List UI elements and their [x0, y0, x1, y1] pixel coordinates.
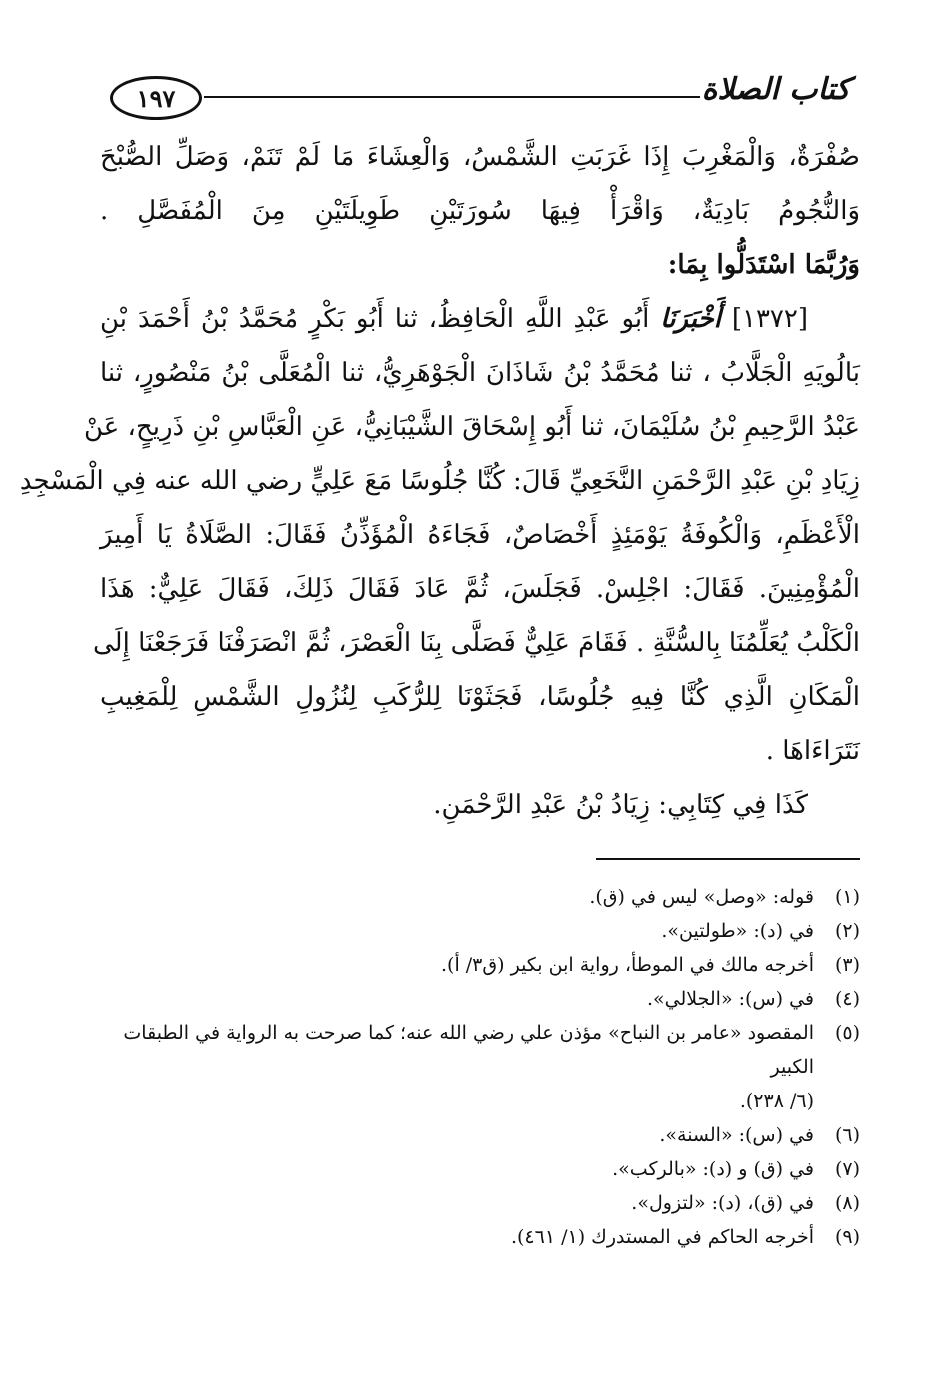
footnote-separator: [596, 858, 860, 860]
chapter-title: كتاب الصلاة: [701, 72, 850, 107]
footnote-item: [100, 914, 860, 948]
footnote-text: في (ق)، (د): «لتزول».: [631, 1192, 814, 1214]
footnote-item: [100, 1186, 860, 1220]
footnote-item: [100, 1152, 860, 1186]
footnote-text: المقصود «عامر بن النباح» مؤذن علي رضي الله عنه؛ كما صرحت به الرواية في الطبقات الكبير: [123, 1022, 814, 1078]
footnote-text: أخرجه مالك في الموطأ، رواية ابن بكير (ق٣/ أ).: [441, 954, 814, 976]
footnote-item: [100, 1220, 860, 1254]
text-line: الْمُؤْمِنِينَ. فَقَالَ: اجْلِسْ. فَجَلَسَ، ثُمَّ عَادَ فَقَالَ ذَلِكَ، فَقَالَ عَلِيٌّ: هَذَا: [100, 574, 860, 604]
page-number: [110, 76, 202, 120]
page-number-text: ١٩٧: [136, 83, 176, 113]
text-line: بَالُويَهِ الْجَلَّابُ ، ثنا مُحَمَّدُ بْنُ شَاذَانَ الْجَوْهَرِيُّ، ثنا الْمُعَلَّى بْنُ مَنْصُورٍ، ثنا: [100, 358, 860, 388]
text-line: صُفْرَةٌ، وَالْمَغْرِبَ إِذَا غَرَبَتِ الشَّمْسُ، وَالْعِشَاءَ مَا لَمْ تَنَمْ، وَصَلِّ الصُّبْحَ: [100, 142, 860, 172]
page-header: [110, 72, 850, 122]
footnote-item: [100, 1118, 860, 1152]
footnote-text: في (د): «طولتين».: [661, 920, 814, 942]
footnote-number: (٨): [834, 1192, 860, 1214]
text-line: عَبْدُ الرَّحِيمِ بْنُ سُلَيْمَانَ، ثنا أَبُو إِسْحَاقَ الشَّيْبَانِيُّ، عَنِ الْعَبَّاسِ بْنِ ذَرِيحٍ، عَنْ: [83, 412, 860, 442]
footnote-text-continued: (٦/ ٢٣٨).: [739, 1090, 814, 1112]
footnote-text: في (ق) و (د): «بالركب».: [612, 1158, 814, 1180]
footnote-number: (١): [834, 886, 860, 908]
section-heading: وَرُبَّمَا اسْتَدَلُّوا بِمَا:: [667, 250, 860, 280]
text-line: الْكَلْبُ يُعَلِّمُنَا بِالسُّنَّةِ . فَقَامَ عَلِيٌّ فَصَلَّى بِنَا الْعَصْرَ، ثُمَّ انْصَرَفْنَا فَرَجَعْنَا إِلَى: [92, 628, 860, 658]
footnote-text: في (س): «السنة».: [659, 1124, 814, 1146]
closing-note: كَذَا فِي كِتَابِي: زِيَادُ بْنُ عَبْدِ الرَّحْمَنِ.: [433, 790, 808, 820]
header-rule: [204, 96, 700, 98]
footnote-number: (٣): [834, 954, 860, 976]
footnote-number: (٦): [834, 1124, 860, 1146]
footnote-item: [100, 1016, 860, 1118]
footnote-number: (٥): [834, 1022, 860, 1044]
main-text: [19, 130, 860, 832]
footnote-text: في (س): «الجلالي».: [646, 988, 814, 1010]
footnote-number: (٧): [834, 1158, 860, 1180]
footnote-number: (٤): [834, 988, 860, 1010]
footnote-text: قوله: «وصل» ليس في (ق).: [589, 886, 814, 908]
akhbarana-word: أَخْبَرَنَا: [660, 304, 721, 334]
footnote-item: [100, 880, 860, 914]
footnote-item: [100, 948, 860, 982]
text-line: الْمَكَانِ الَّذِي كُنَّا فِيهِ جُلُوسًا، فَجَثَوْنَا لِلرُّكَبِ لِنُزُولِ الشَّمْسِ لِلْمَغِيبِ: [100, 682, 860, 712]
footnote-text: أخرجه الحاكم في المستدرك (١/ ٤٦١).: [510, 1226, 814, 1248]
footnotes: [100, 880, 860, 1254]
text-line: نَتَرَاءَاهَا .: [765, 736, 860, 766]
text-line: وَالنُّجُومُ بَادِيَةٌ، وَاقْرَأْ فِيهَا سُورَتَيْنِ طَوِيلَتَيْنِ مِنَ الْمُفَصَّلِ .: [100, 196, 860, 226]
footnote-item: [100, 982, 860, 1016]
text-line: الْأَعْظَمِ، وَالْكُوفَةُ يَوْمَئِذٍ أَخْصَاصٌ، فَجَاءَهُ الْمُؤَذِّنُ فَقَالَ: الصَّلَاةُ يَا أَمِيرَ: [100, 520, 860, 550]
text-line: زِيَادِ بْنِ عَبْدِ الرَّحْمَنِ النَّخَعِيِّ قَالَ: كُنَّا جُلُوسًا مَعَ عَلِيٍّ رضي الله عنه فِي الْمَسْجِدِ: [19, 466, 860, 496]
hadith-number: [١٣٧٢]: [731, 304, 809, 334]
hadith-opening-line: [١٣٧٢] أَخْبَرَنَا أَبُو عَبْدِ اللَّهِ الْحَافِظُ، ثنا أَبُو بَكْرٍ مُحَمَّدُ بْنُ أَحْمَدَ بْنِ: [100, 304, 809, 334]
footnote-number: (٩): [834, 1226, 860, 1248]
footnote-number: (٢): [834, 920, 860, 942]
